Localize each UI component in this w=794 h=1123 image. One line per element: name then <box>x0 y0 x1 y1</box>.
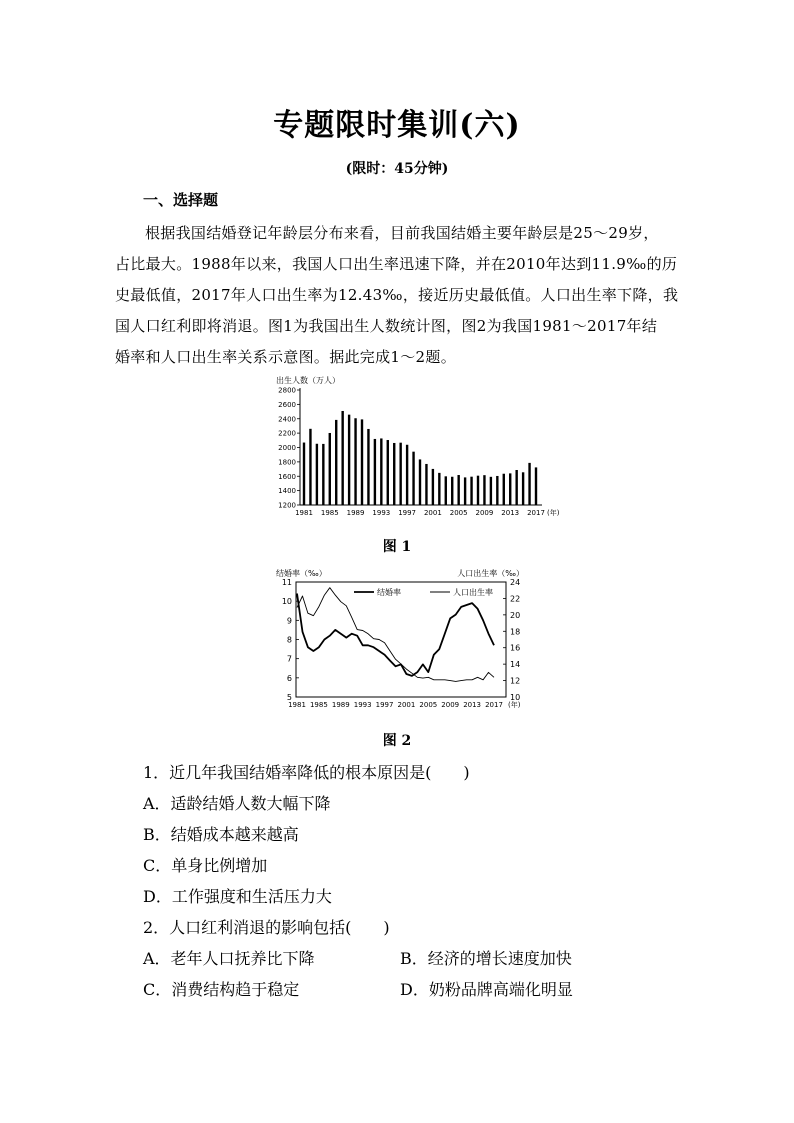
bar <box>464 477 466 505</box>
left-tick-label: 8 <box>286 635 292 645</box>
x-tick-label: 1985 <box>320 509 339 517</box>
bar <box>477 476 479 505</box>
left-axis-label: 结婚率（‰） <box>276 569 327 578</box>
x-tick-label: 2017 <box>527 509 545 517</box>
marriage-birth-rate-line-chart <box>270 566 530 716</box>
bar <box>329 433 331 505</box>
x-tick-label: 1989 <box>331 701 350 709</box>
y-tick-label: 1800 <box>278 458 296 467</box>
bar <box>399 443 401 505</box>
bar <box>470 477 472 505</box>
question-material <box>115 218 687 373</box>
page-title: 专题限时集训(六) <box>273 108 521 143</box>
q1-option-b[interactable]: B．结婚成本越来越高 <box>143 825 299 844</box>
section-heading: 一、选择题 <box>143 191 219 209</box>
bar <box>361 419 363 505</box>
bar <box>309 429 311 505</box>
right-tick-label: 12 <box>510 676 521 686</box>
x-tick-label: 1981 <box>288 701 306 709</box>
figure1-caption: 图 1 <box>382 539 412 555</box>
material-line: 占比最大。1988年以来，我国人口出生率迅速下降，并在2010年达到11.9‰的历 <box>115 255 678 273</box>
left-tick-label: 11 <box>281 578 292 587</box>
birth-rate-line <box>297 588 494 682</box>
bar <box>490 477 492 505</box>
x-tick-label: 1997 <box>398 509 417 517</box>
bar <box>496 476 498 505</box>
bar <box>451 477 453 505</box>
figure2-caption: 图 2 <box>382 733 412 749</box>
x-axis-unit: (年) <box>547 509 560 517</box>
q2-option-d[interactable]: D．奶粉品牌高端化明显 <box>400 980 573 999</box>
y-tick-label: 2200 <box>278 429 296 438</box>
time-limit: (限时：45分钟) <box>345 161 449 177</box>
bar <box>354 418 356 505</box>
y-tick-label: 1600 <box>278 472 296 481</box>
q2-option-b[interactable]: B．经济的增长速度加快 <box>400 949 572 968</box>
bar <box>515 470 517 505</box>
x-tick-label: 2013 <box>463 701 482 709</box>
right-tick-label: 10 <box>510 693 521 702</box>
bar <box>412 452 414 505</box>
bar <box>335 420 337 505</box>
bar <box>457 475 459 505</box>
marriage-rate-line <box>297 594 494 676</box>
q1-option-a[interactable]: A．适龄结婚人数大幅下降 <box>143 794 331 813</box>
bar <box>503 474 505 505</box>
y-tick-label: 2800 <box>278 386 296 395</box>
x-tick-label: 2005 <box>419 701 438 709</box>
question-2-stem: 2．人口红利消退的影响包括( ) <box>143 918 390 937</box>
material-line: 根据我国结婚登记年龄层分布来看，目前我国结婚主要年龄层是25～29岁， <box>145 224 659 242</box>
bar <box>341 411 343 505</box>
x-tick-label: 2005 <box>449 509 468 517</box>
bar <box>322 444 324 505</box>
x-tick-label: 2009 <box>475 509 494 517</box>
question-1-stem: 1．近几年我国结婚率降低的根本原因是( ) <box>143 763 470 782</box>
x-tick-label: 1997 <box>375 701 394 709</box>
bar <box>419 459 421 505</box>
birth-count-bar-chart <box>270 372 570 522</box>
left-tick-label: 10 <box>281 597 292 607</box>
y-tick-label: 1400 <box>278 487 296 496</box>
q2-option-c[interactable]: C．消费结构趋于稳定 <box>143 980 300 999</box>
x-tick-label: 1989 <box>346 509 365 517</box>
legend-marriage-label: 结婚率 <box>377 588 401 597</box>
x-tick-label: 1985 <box>309 701 328 709</box>
left-tick-label: 9 <box>286 616 292 626</box>
material-line: 史最低值，2017年人口出生率为12.43‰，接近历史最低值。人口出生率下降，我 <box>115 286 679 304</box>
left-tick-label: 5 <box>286 693 292 702</box>
q1-option-d[interactable]: D．工作强度和生活压力大 <box>143 887 332 906</box>
right-tick-label: 16 <box>510 643 521 653</box>
right-tick-label: 24 <box>510 578 521 587</box>
left-tick-label: 6 <box>286 673 292 683</box>
bar <box>528 463 530 505</box>
q1-option-c[interactable]: C．单身比例增加 <box>143 856 268 875</box>
x-tick-label: 2013 <box>501 509 520 517</box>
x-tick-label: 2001 <box>397 701 416 709</box>
y-tick-label: 2000 <box>278 444 296 452</box>
material-line: 国人口红利即将消退。图1为我国出生人数统计图，图2为我国1981～2017年结 <box>115 317 658 335</box>
bar <box>425 464 427 505</box>
y-tick-label: 1200 <box>278 501 296 510</box>
bar <box>303 443 305 505</box>
bar <box>393 443 395 505</box>
y-axis-label: 出生人数（万人） <box>276 376 340 385</box>
plot-frame <box>296 582 506 697</box>
x-tick-label: 2001 <box>423 509 442 517</box>
bar <box>445 476 447 505</box>
x-tick-label: 1993 <box>353 701 372 709</box>
bar <box>380 438 382 505</box>
bar <box>483 475 485 505</box>
right-tick-label: 18 <box>510 627 521 637</box>
bar <box>387 440 389 505</box>
legend-birth-label: 人口出生率 <box>453 588 493 597</box>
bar <box>535 467 537 505</box>
y-tick-label: 2400 <box>278 415 296 424</box>
bar <box>406 445 408 505</box>
bar <box>509 473 511 505</box>
material-line: 婚率和人口出生率关系示意图。据此完成1～2题。 <box>115 348 456 366</box>
x-tick-label: 1981 <box>295 509 313 517</box>
right-axis-label: 人口出生率（‰） <box>457 569 524 578</box>
left-tick-label: 7 <box>286 654 292 664</box>
bar <box>432 469 434 505</box>
bar <box>367 429 369 505</box>
bar <box>348 415 350 505</box>
right-tick-label: 14 <box>510 660 521 670</box>
y-tick-label: 2600 <box>278 400 296 409</box>
q2-option-a[interactable]: A．老年人口抚养比下降 <box>143 949 315 968</box>
bar <box>522 472 524 505</box>
right-tick-label: 22 <box>510 594 521 604</box>
right-tick-label: 20 <box>510 610 521 620</box>
x-tick-label: 2017 <box>485 701 503 709</box>
x-axis-unit: (年) <box>508 701 521 709</box>
bar <box>316 444 318 505</box>
bar <box>438 473 440 505</box>
x-tick-label: 2009 <box>441 701 460 709</box>
x-tick-label: 1993 <box>372 509 391 517</box>
bar <box>374 439 376 505</box>
